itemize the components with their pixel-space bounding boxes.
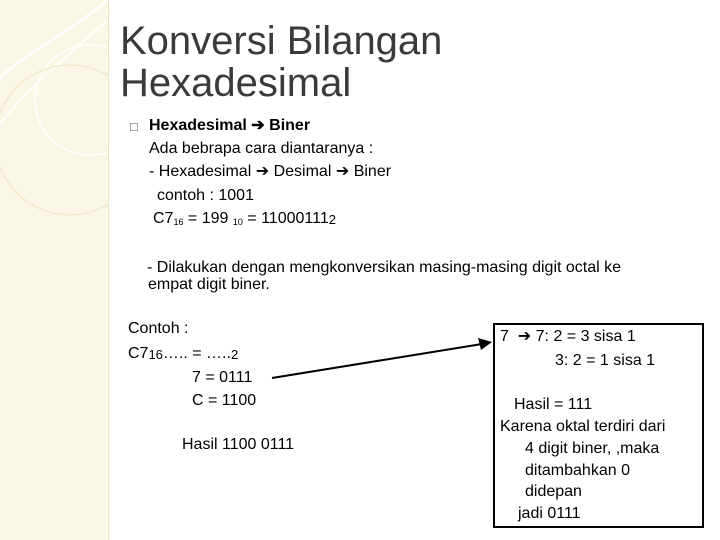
right-arrow-icon: ➔ bbox=[517, 328, 532, 345]
box-line-2: 4 digit biner, ,maka bbox=[525, 440, 660, 457]
box-hasil: Hasil = 111 bbox=[514, 396, 593, 413]
eq-b: = 199 bbox=[183, 210, 233, 227]
example-a: C7 bbox=[128, 345, 149, 362]
connector-arrow-icon bbox=[270, 336, 496, 382]
section-heading bbox=[149, 117, 310, 135]
decorative-margin bbox=[0, 0, 109, 540]
method-right: Biner bbox=[353, 163, 392, 180]
box-line-4: didepan bbox=[525, 483, 582, 500]
box-first-line bbox=[500, 328, 636, 346]
box-line-3: ditambahkan 0 bbox=[525, 462, 630, 479]
example-a-rest: ….. = ….. bbox=[162, 345, 231, 362]
right-arrow-icon: ➔ bbox=[335, 163, 350, 180]
conversion-equation bbox=[153, 210, 336, 231]
decorative-curves bbox=[0, 0, 108, 540]
method-left: - Hexadesimal bbox=[149, 163, 252, 180]
eq-a: C7 bbox=[153, 210, 174, 227]
box-line-5: jadi 0111 bbox=[518, 505, 581, 522]
method-line bbox=[149, 163, 391, 181]
example-line-7: 7 = 0111 bbox=[192, 369, 253, 386]
example-line-c: C = 1100 bbox=[192, 392, 257, 409]
right-arrow-icon: ➔ bbox=[255, 163, 270, 180]
eq-c-base: 2 bbox=[328, 212, 336, 227]
method-middle: Desimal bbox=[273, 163, 332, 180]
box-line-1: Karena oktal terdiri dari bbox=[500, 418, 666, 435]
box-first-num: 7 bbox=[500, 328, 509, 345]
right-arrow-icon: ➔ bbox=[251, 117, 265, 134]
example-result: Hasil 1100 0111 bbox=[182, 436, 295, 453]
method2-line-2: empat digit biner. bbox=[148, 276, 270, 293]
method2-line-1: - Dilakukan dengan mengkonversikan masing-masing digit octal ke bbox=[147, 259, 622, 276]
heading-left: Hexadesimal bbox=[149, 117, 247, 134]
eq-c: = 11000111 bbox=[242, 210, 329, 227]
box-first-rest: 7: 2 = 3 sisa 1 bbox=[535, 328, 636, 345]
eq-b-base: 10 bbox=[232, 217, 243, 227]
example-label: Contoh : bbox=[128, 320, 189, 337]
checkbox-bullet-icon: □ bbox=[130, 119, 138, 134]
title-line-1: Konversi Bilangan bbox=[120, 19, 443, 63]
example-line-a bbox=[128, 345, 238, 364]
contoh-top: contoh : 1001 bbox=[157, 187, 254, 204]
page-title bbox=[120, 20, 442, 104]
example-a-base: 16 bbox=[148, 347, 163, 362]
heading-right: Biner bbox=[269, 117, 311, 134]
box-second-line: 3: 2 = 1 sisa 1 bbox=[555, 352, 656, 369]
title-line-2: Hexadesimal bbox=[120, 61, 352, 105]
intro-text: Ada bebrapa cara diantaranya : bbox=[149, 140, 374, 157]
eq-a-base: 16 bbox=[173, 217, 184, 227]
example-a-rest-base: 2 bbox=[230, 347, 239, 362]
